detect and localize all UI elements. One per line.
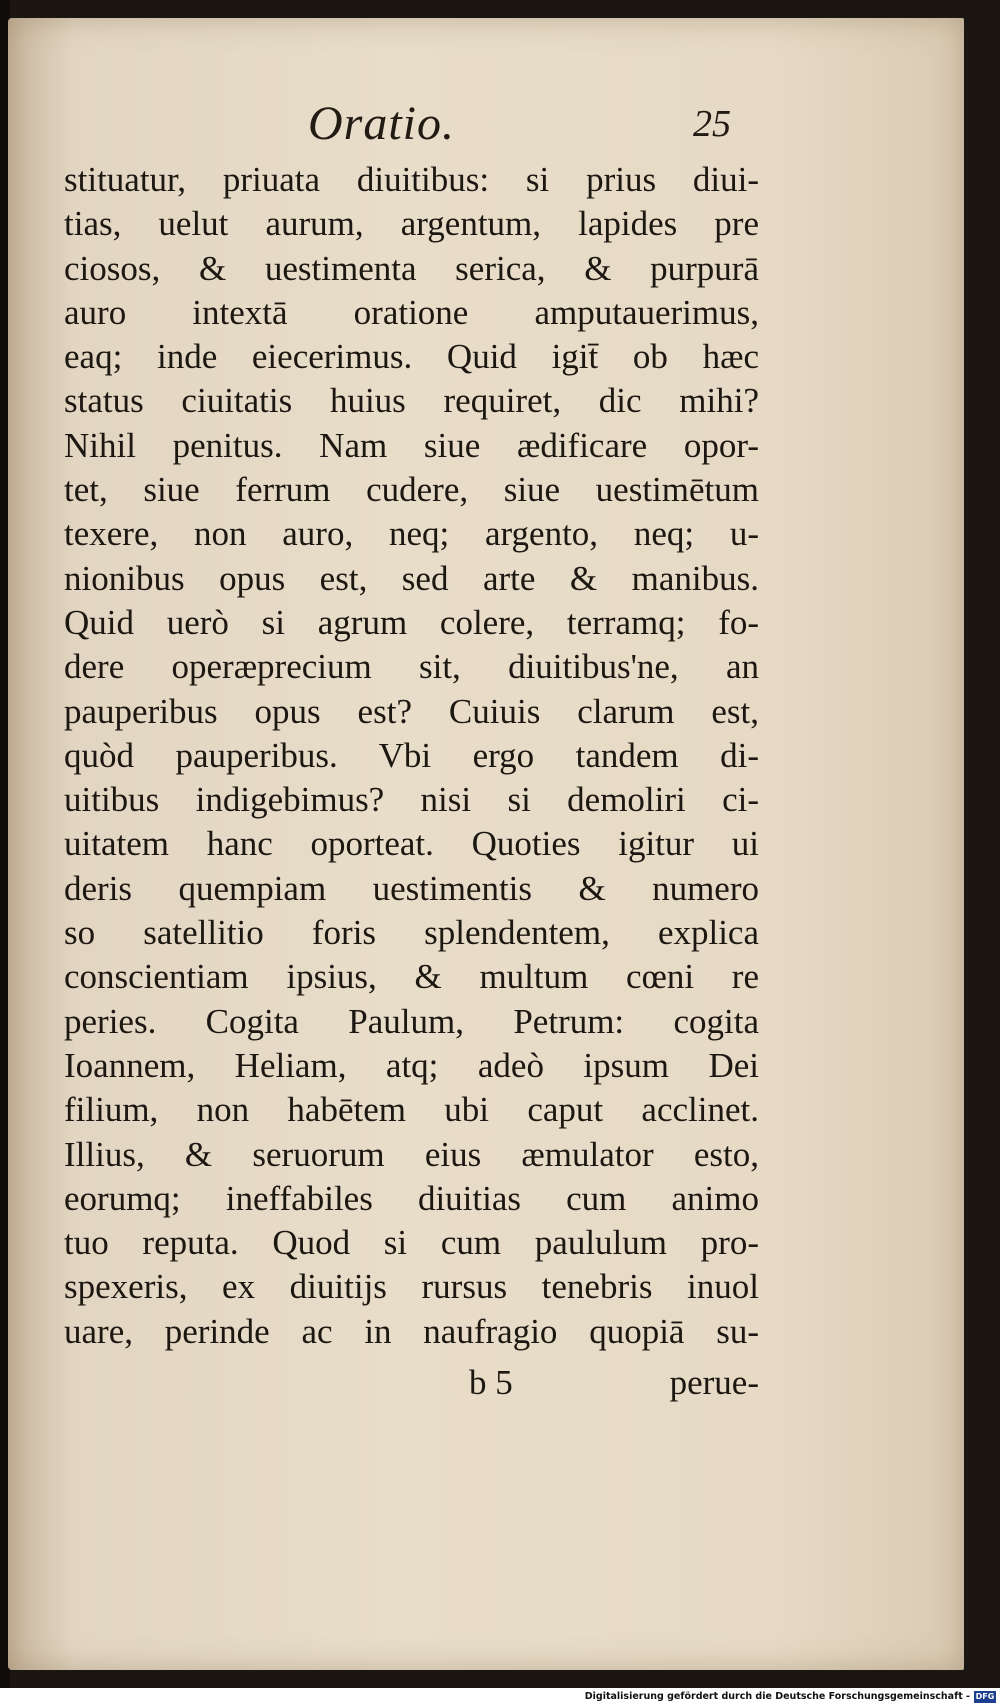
text-line: ciosos, & uestimenta serica, & purpurā: [64, 248, 759, 288]
book-page: [8, 18, 964, 1670]
page-number: 25: [693, 103, 731, 145]
text-line: texere, non auro, neq; argento, neq; u-: [64, 514, 759, 554]
text-line: Ioannem, Heliam, atq; adeò ipsum Dei: [64, 1045, 759, 1085]
text-line: quòd pauperibus. Vbi ergo tandem di-: [64, 735, 759, 775]
running-head: [8, 96, 964, 166]
text-line: filium, non habētem ubi caput acclinet.: [64, 1090, 759, 1130]
funding-credit: Digitalisierung gefördert durch die Deutsche Forschungsgemeinschaft -: [584, 1691, 970, 1702]
text-line: auro intextā oratione amputauerimus,: [64, 292, 759, 332]
text-line: so satellitio foris splendentem, explica: [64, 913, 759, 953]
text-line: dere operæprecium sit, diuitibus'ne, an: [64, 647, 759, 687]
text-line: eorumq; ineffabiles diuitias cum animo: [64, 1178, 759, 1218]
text-line: status ciuitatis huius requiret, dic mihi?: [64, 381, 759, 421]
running-title: Oratio.: [308, 97, 456, 150]
catchword: perue-: [669, 1363, 759, 1402]
text-line: nionibus opus est, sed arte & manibus.: [64, 558, 759, 598]
text-line: deris quempiam uestimentis & numero: [64, 868, 759, 908]
text-line: peries. Cogita Paulum, Petrum: cogita: [64, 1001, 759, 1041]
text-line: conscientiam ipsius, & multum cœni re: [64, 957, 759, 997]
text-line: tuo reputa. Quod si cum paululum pro-: [64, 1223, 759, 1263]
catchline: [64, 1363, 759, 1413]
text-line: uare, perinde ac in naufragio quopiā su-: [64, 1311, 759, 1351]
text-line: spexeris, ex diuitijs rursus tenebris inuol: [64, 1267, 759, 1307]
text-line: tias, uelut aurum, argentum, lapides pre: [64, 204, 759, 244]
text-line: uitatem hanc oporteat. Quoties igitur ui: [64, 824, 759, 864]
signature-mark: b 5: [469, 1363, 513, 1402]
text-line: eaq; inde eiecerimus. Quid igit̄ ob hæc: [64, 337, 759, 377]
text-line: Quid uerò si agrum colere, terramq; fo-: [64, 602, 759, 642]
text-line: Nihil penitus. Nam siue ædificare opor-: [64, 425, 759, 465]
digitization-footer: [0, 1688, 1000, 1708]
dfg-logo: DFG: [975, 1692, 995, 1701]
text-line: stituatur, priuata diuitibus: si prius diui-: [64, 160, 759, 199]
text-block: [64, 158, 759, 1354]
text-line: Illius, & seruorum eius æmulator esto,: [64, 1134, 759, 1174]
text-line: tet, siue ferrum cudere, siue uestimētum: [64, 470, 759, 510]
text-line: uitibus indigebimus? nisi si demoliri ci-: [64, 780, 759, 820]
text-line: pauperibus opus est? Cuiuis clarum est,: [64, 691, 759, 731]
